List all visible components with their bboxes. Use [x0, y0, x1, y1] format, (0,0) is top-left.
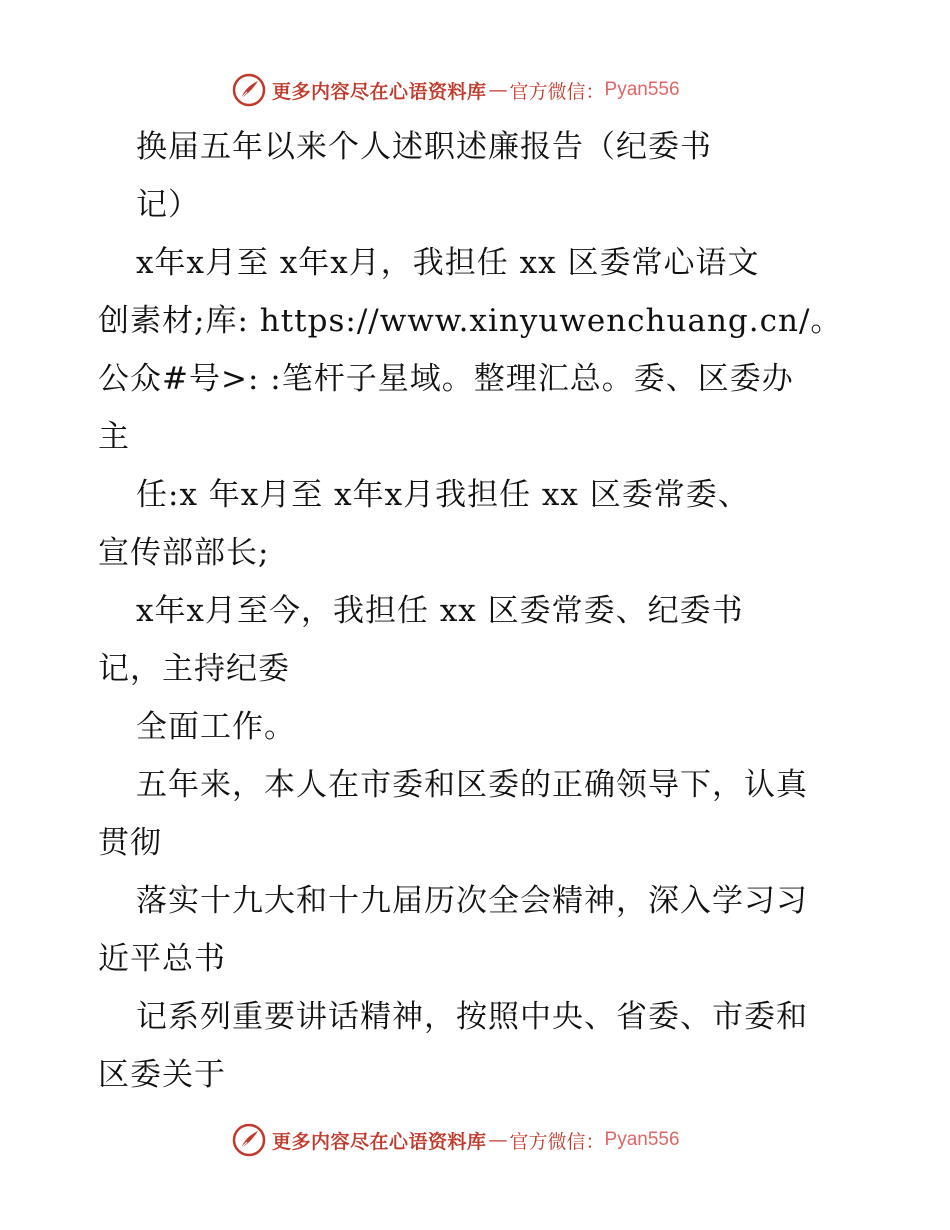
banner-dash: —: [488, 79, 508, 101]
footer-banner: [232, 1120, 680, 1160]
document-body: [98, 118, 868, 1104]
footer-dash: —: [488, 1129, 508, 1151]
banner-wechat-label: 官方微信：: [509, 80, 605, 103]
banner-wechat-id: Pyan556: [604, 79, 680, 100]
footer-brand-text: 更多内容尽在心语资料库: [272, 1130, 487, 1153]
doc-line: 全面工作。: [136, 709, 296, 745]
doc-line: 公众#号>: :笔杆子星域。整理汇总。委、区委办: [98, 361, 794, 397]
doc-title-line-1: 换届五年以来个人述职述廉报告（纪委书: [136, 129, 712, 165]
doc-line: 任:x 年x月至 x年x月我担任 xx 区委常委、: [136, 477, 750, 513]
doc-line: 贯彻: [98, 825, 162, 861]
header-banner: [232, 70, 680, 110]
doc-line: 五年来，本人在市委和区委的正确领导下，认真: [136, 767, 808, 803]
doc-line: 主: [98, 419, 130, 455]
feather-pen-logo-icon: [232, 1123, 266, 1157]
footer-wechat-label: 官方微信：: [509, 1130, 605, 1153]
doc-line: x年x月至今，我担任 xx 区委常委、纪委书: [136, 593, 744, 629]
doc-line: 区委关于: [98, 1057, 226, 1093]
footer-wechat-id: Pyan556: [604, 1129, 680, 1150]
feather-pen-logo-icon: [232, 73, 266, 107]
doc-line: 宣传部部长;: [98, 535, 270, 571]
doc-line: 记系列重要讲话精神，按照中央、省委、市委和: [136, 999, 808, 1035]
doc-line: 创素材;库: https://www.xinyuwenchuang.cn/。: [98, 303, 843, 339]
doc-line: x年x月至 x年x月，我担任 xx 区委常心语文: [136, 245, 760, 281]
banner-brand-text: 更多内容尽在心语资料库: [272, 80, 487, 103]
doc-title-line-2: 记）: [136, 187, 200, 223]
doc-line: 近平总书: [98, 941, 226, 977]
doc-line: 记，主持纪委: [98, 651, 290, 687]
doc-line: 落实十九大和十九届历次全会精神，深入学习习: [136, 883, 808, 919]
